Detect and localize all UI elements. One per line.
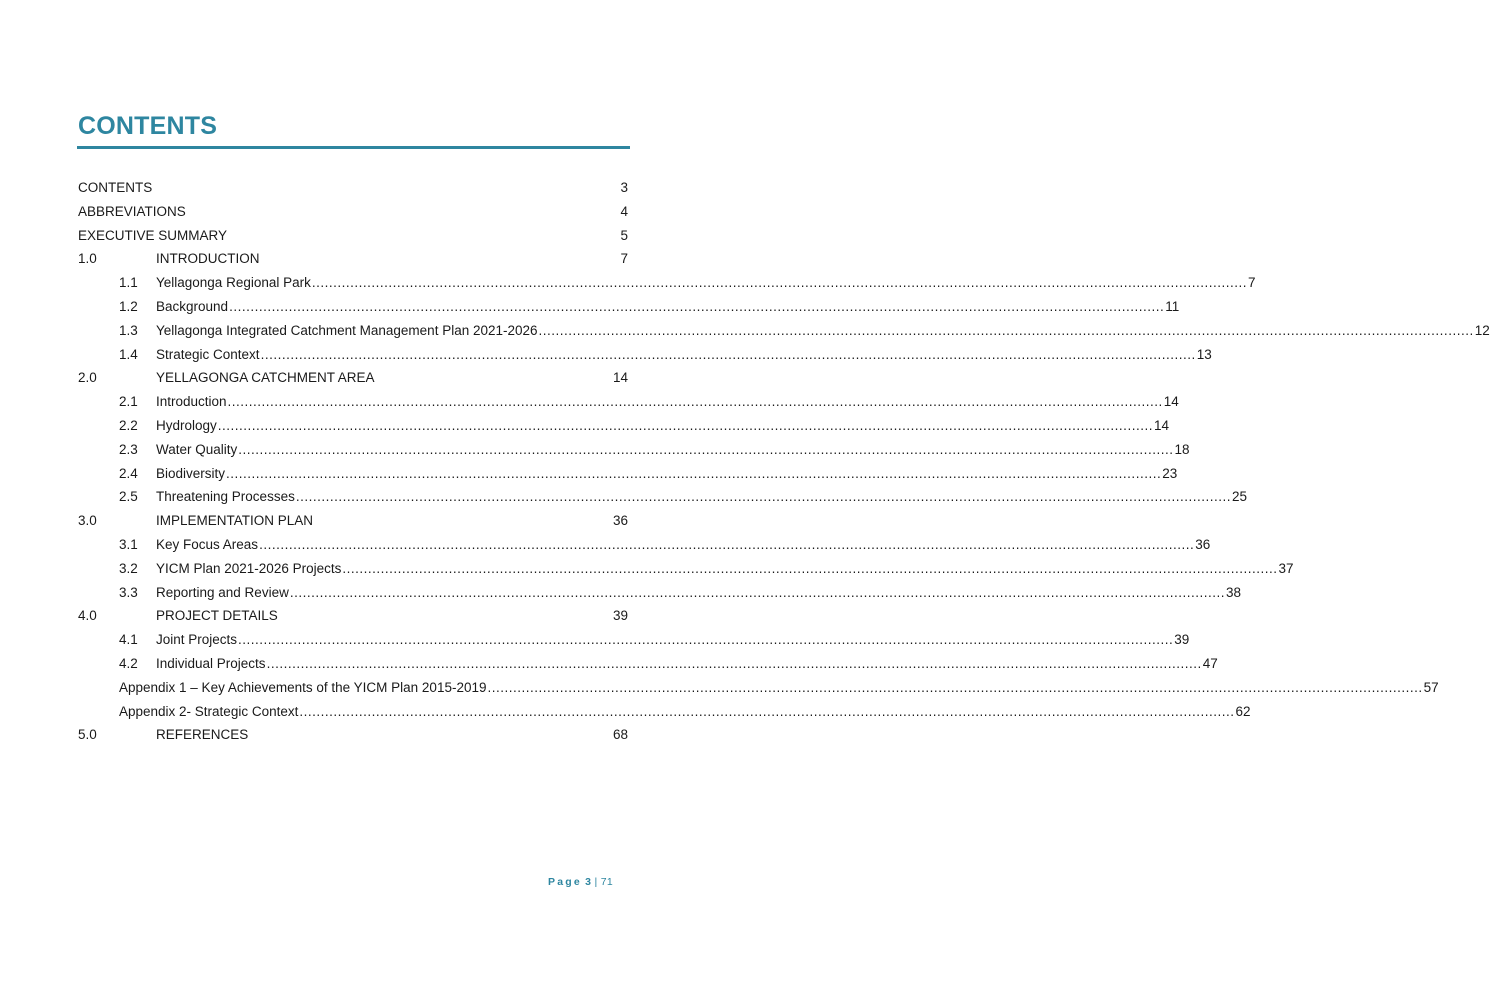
toc-entry-page-number: 13 xyxy=(1196,346,1212,362)
toc-entry-title: Background xyxy=(156,298,229,314)
toc-entry-line xyxy=(156,390,1179,414)
toc-entry-line xyxy=(78,200,628,224)
toc-entry[interactable] xyxy=(0,604,706,628)
toc-entry-page-number: 39 xyxy=(1174,632,1190,648)
toc-dot-leader: ............................................................................................................................................................................................................................ xyxy=(238,441,1174,457)
toc-entry-title: Water Quality xyxy=(156,441,238,457)
toc-entry-line xyxy=(156,319,1490,343)
toc-entry-number: 4.0 xyxy=(78,608,97,624)
toc-entry-line xyxy=(119,676,1439,700)
table-of-contents xyxy=(0,176,1490,747)
toc-entry-line xyxy=(156,295,1180,319)
toc-entry-title: ABBREVIATIONS xyxy=(78,203,186,219)
toc-entry[interactable] xyxy=(0,509,706,533)
toc-entry-number: 2.0 xyxy=(78,370,97,386)
toc-entry-number: 4.1 xyxy=(119,632,138,648)
toc-entry[interactable] xyxy=(0,414,1169,438)
toc-dot-leader: ............................................................................................................................................................................................................................ xyxy=(299,703,1235,719)
toc-entry-page-number: 36 xyxy=(612,513,628,529)
toc-entry-line xyxy=(156,723,628,747)
toc-entry-page-number: 37 xyxy=(1278,560,1294,576)
toc-entry-number: 3.2 xyxy=(119,560,138,576)
toc-entry-title: Biodiversity xyxy=(156,465,226,481)
toc-entry-title: Individual Projects xyxy=(156,655,266,671)
toc-entry-line xyxy=(156,557,1294,581)
toc-entry-title: PROJECT DETAILS xyxy=(156,608,278,624)
toc-dot-leader: ............................................................................................................................................................................................................................ xyxy=(260,346,1196,362)
toc-entry-title: Key Focus Areas xyxy=(156,536,259,552)
toc-entry-number: 1.0 xyxy=(78,251,97,267)
toc-entry-title: Yellagonga Integrated Catchment Management Plan 2021-2026 xyxy=(156,322,538,338)
toc-entry[interactable] xyxy=(0,176,706,200)
toc-entry-title: Reporting and Review xyxy=(156,584,289,600)
toc-entry-number: 2.2 xyxy=(119,417,138,433)
toc-entry[interactable] xyxy=(0,628,1190,652)
toc-entry-page-number: 11 xyxy=(1165,298,1180,314)
toc-entry-page-number: 68 xyxy=(612,727,628,743)
toc-entry[interactable] xyxy=(0,200,706,224)
toc-entry-line xyxy=(78,224,628,248)
toc-entry-number: 3.3 xyxy=(119,584,138,600)
toc-entry-line xyxy=(156,247,628,271)
heading-rule xyxy=(77,146,630,149)
toc-entry-title: INTRODUCTION xyxy=(156,251,260,267)
toc-entry-line xyxy=(156,343,1212,367)
toc-entry-page-number: 7 xyxy=(620,251,628,267)
toc-entry-page-number: 39 xyxy=(612,608,628,624)
toc-entry[interactable] xyxy=(0,533,1211,557)
toc-entry[interactable] xyxy=(0,319,1490,343)
toc-entry-page-number: 14 xyxy=(612,370,628,386)
toc-entry-title: Introduction xyxy=(156,394,227,410)
toc-entry-page-number: 14 xyxy=(1163,394,1179,410)
toc-entry-title: YICM Plan 2021-2026 Projects xyxy=(156,560,342,576)
toc-entry-line xyxy=(156,438,1190,462)
toc-entry-number: 2.4 xyxy=(119,465,138,481)
toc-entry[interactable] xyxy=(0,247,706,271)
toc-entry-number: 1.4 xyxy=(119,346,138,362)
toc-entry-line xyxy=(156,485,1248,509)
toc-entry-title: IMPLEMENTATION PLAN xyxy=(156,513,314,529)
toc-entry-line xyxy=(156,509,628,533)
toc-entry-line xyxy=(156,414,1169,438)
toc-entry[interactable] xyxy=(0,438,1190,462)
toc-entry-page-number: 38 xyxy=(1226,584,1242,600)
toc-entry-number: 1.2 xyxy=(119,298,138,314)
toc-entry-page-number: 36 xyxy=(1195,536,1211,552)
toc-entry-page-number: 4 xyxy=(620,203,628,219)
toc-dot-leader: ............................................................................................................................................................................................................................ xyxy=(266,655,1202,671)
toc-entry-title: Appendix 1 – Key Achievements of the YICM Plan 2015-2019 xyxy=(119,679,487,695)
footer-separator: | xyxy=(594,876,598,888)
toc-entry-number: 2.3 xyxy=(119,441,138,457)
toc-entry-page-number: 62 xyxy=(1235,703,1251,719)
toc-entry-line xyxy=(156,462,1178,486)
toc-entry-number: 1.3 xyxy=(119,322,138,338)
toc-entry-page-number: 12 xyxy=(1474,322,1490,338)
toc-entry-number: 5.0 xyxy=(78,727,97,743)
toc-entry-line xyxy=(78,176,628,200)
toc-entry[interactable] xyxy=(0,271,1256,295)
toc-entry-title: Appendix 2- Strategic Context xyxy=(119,703,299,719)
toc-entry-number: 2.1 xyxy=(119,394,138,410)
toc-entry-title: Hydrology xyxy=(156,417,217,433)
toc-entry-page-number: 14 xyxy=(1153,417,1169,433)
toc-entry-title: Yellagonga Regional Park xyxy=(156,275,311,291)
toc-entry-page-number: 57 xyxy=(1423,679,1439,695)
toc-entry-title: REFERENCES xyxy=(156,727,249,743)
footer-current-page: 3 xyxy=(585,876,592,888)
toc-entry-page-number: 5 xyxy=(620,227,628,243)
toc-entry[interactable] xyxy=(0,366,706,390)
toc-dot-leader: ............................................................................................................................................................................................................................ xyxy=(229,298,1165,314)
toc-entry-page-number: 3 xyxy=(620,180,628,195)
toc-entry[interactable] xyxy=(0,652,1218,676)
toc-entry-number: 3.1 xyxy=(119,536,138,552)
toc-entry-page-number: 18 xyxy=(1174,441,1190,457)
toc-dot-leader: ............................................................................................................................................................................................................................ xyxy=(289,584,1225,600)
footer-total-pages: 71 xyxy=(600,876,613,888)
toc-entry[interactable] xyxy=(0,581,1242,605)
toc-entry-page-number: 7 xyxy=(1248,275,1256,291)
toc-entry[interactable] xyxy=(0,557,1294,581)
toc-dot-leader: ............................................................................................................................................................................................................................ xyxy=(238,632,1174,648)
toc-dot-leader: ............................................................................................................................................................................................................................ xyxy=(226,465,1162,481)
page-footer xyxy=(548,876,613,888)
toc-dot-leader: ............................................................................................................................................................................................................................ xyxy=(259,536,1195,552)
toc-entry-line xyxy=(156,604,628,628)
toc-dot-leader: ............................................................................................................................................................................................................................ xyxy=(227,394,1163,410)
toc-entry-line xyxy=(156,652,1218,676)
toc-entry-line xyxy=(156,533,1211,557)
toc-entry[interactable] xyxy=(0,343,1212,367)
toc-entry-page-number: 47 xyxy=(1202,655,1218,671)
toc-entry[interactable] xyxy=(0,700,1251,724)
toc-entry-title: YELLAGONGA CATCHMENT AREA xyxy=(156,370,375,386)
toc-dot-leader: ............................................................................................................................................................................................................................ xyxy=(311,275,1248,291)
toc-entry-line xyxy=(156,366,628,390)
toc-entry[interactable] xyxy=(0,295,1180,319)
toc-dot-leader: ............................................................................................................................................................................................................................ xyxy=(217,417,1153,433)
toc-entry-title: Strategic Context xyxy=(156,346,260,362)
toc-entry[interactable] xyxy=(0,485,1248,509)
toc-entry-title: EXECUTIVE SUMMARY xyxy=(78,227,228,243)
toc-entry-line xyxy=(156,271,1256,295)
toc-entry-page-number: 23 xyxy=(1162,465,1178,481)
toc-entry-number: 3.0 xyxy=(78,513,97,529)
toc-entry-title: Threatening Processes xyxy=(156,489,295,505)
toc-entry-title: Joint Projects xyxy=(156,632,238,648)
toc-dot-leader: ............................................................................................................................................................................................................................ xyxy=(487,679,1423,695)
toc-entry-line xyxy=(156,628,1190,652)
toc-entry-number: 1.1 xyxy=(119,275,138,291)
toc-entry-number: 4.2 xyxy=(119,655,138,671)
toc-dot-leader: ............................................................................................................................................................................................................................ xyxy=(538,322,1474,338)
toc-dot-leader: ............................................................................................................................................................................................................................ xyxy=(295,489,1231,505)
toc-dot-leader: ............................................................................................................................................................................................................................ xyxy=(342,560,1278,576)
toc-entry-number: 2.5 xyxy=(119,489,138,505)
toc-entry-line xyxy=(156,581,1242,605)
toc-entry-page-number: 25 xyxy=(1232,489,1248,505)
toc-entry[interactable] xyxy=(0,224,706,248)
toc-entry[interactable] xyxy=(0,462,1178,486)
toc-entry[interactable] xyxy=(0,390,1179,414)
toc-entry-line xyxy=(119,700,1251,724)
toc-entry-title: CONTENTS xyxy=(78,180,153,195)
page-title: CONTENTS xyxy=(78,112,218,140)
footer-page-word: Page xyxy=(547,876,582,888)
toc-entry[interactable] xyxy=(0,723,706,747)
toc-entry[interactable] xyxy=(0,676,1439,700)
